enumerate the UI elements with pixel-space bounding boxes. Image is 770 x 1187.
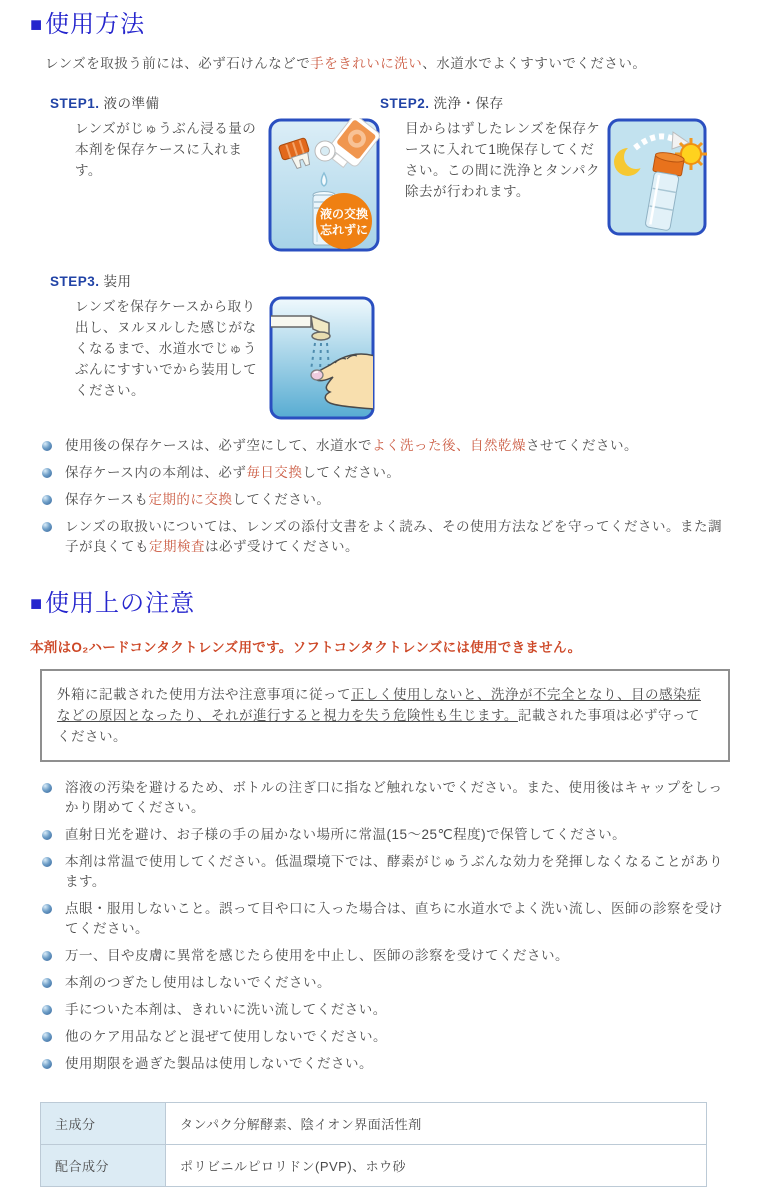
note-item: 溶液の汚染を避けるため、ボトルの注ぎ口に指など触れないでください。また、使用後はキャップをしっかり閉めてください。 xyxy=(40,778,725,818)
note-item: 直射日光を避け、お子様の手の届かない場所に常温(15～25℃程度)で保管してください。 xyxy=(40,825,725,845)
step1-section xyxy=(30,92,380,252)
bullet-icon xyxy=(42,783,52,793)
ingredients-table xyxy=(40,1102,707,1187)
step3-text: レンズを保存ケースから取り出し、ヌルヌルした感じがなくなるまで、水道水でじゅうぶんにすすいでから装用してください。 xyxy=(75,299,258,398)
note-item: レンズの取扱いについては、レンズの添付文書をよく読み、その使用方法などを守ってください。また調子が良くても定期検査は必ず受けてください。 xyxy=(40,517,725,557)
caution-title-text: 使用上の注意 xyxy=(45,590,196,617)
usage-notes-list xyxy=(40,436,725,557)
ingredient-label: 主成分 xyxy=(41,1103,166,1145)
step2-text: 目からはずしたレンズを保存ケースに入れて1晩保存してください。この間に洗浄とタンパク除去が行われます。 xyxy=(405,121,601,199)
section-marker-icon: ■ xyxy=(30,14,44,36)
step1-title: 液の準備 xyxy=(103,96,160,111)
bullet-icon xyxy=(42,468,52,478)
note-item: 本剤のつぎたし使用はしないでください。 xyxy=(40,973,725,993)
step1-label: STEP1. xyxy=(50,96,100,111)
note-item: 使用期限を過ぎた製品は使用しないでください。 xyxy=(40,1054,725,1074)
step2-section xyxy=(380,92,740,236)
bullet-icon xyxy=(42,978,52,988)
badge xyxy=(316,193,372,249)
step1-heading xyxy=(50,92,380,112)
step2-heading xyxy=(380,92,740,112)
ingredient-value: ポリビニルピロリドン(PVP)、ホウ砂 xyxy=(166,1145,707,1187)
note-item: 保存ケースも定期的に交換してください。 xyxy=(40,490,725,510)
step2-illustration xyxy=(607,118,707,236)
step3-illustration xyxy=(269,296,375,420)
step2-label: STEP2. xyxy=(380,96,430,111)
note-item: 本剤は常温で使用してください。低温環境下では、酵素がじゅうぶんな効力を発揮しなくなることがあります。 xyxy=(40,852,725,892)
bullet-icon xyxy=(42,1032,52,1042)
bullet-icon xyxy=(42,904,52,914)
step3-heading xyxy=(50,270,380,290)
bullet-icon xyxy=(42,441,52,451)
step3-section xyxy=(30,270,380,420)
usage-title-text: 使用方法 xyxy=(45,11,146,38)
usage-intro: レンズを取扱う前には、必ず石けんなどで手をきれいに洗い、水道水でよくすすいでください。 xyxy=(45,56,647,71)
bullet-icon xyxy=(42,495,52,505)
bottle-cap-icon xyxy=(315,141,335,161)
bullet-icon xyxy=(42,522,52,532)
ingredient-value: タンパク分解酵素、陰イオン界面活性剤 xyxy=(166,1103,707,1145)
step2-title: 洗浄・保存 xyxy=(433,96,504,111)
drop-icon xyxy=(321,173,326,186)
step1-illustration xyxy=(268,118,380,252)
note-item: 手についた本剤は、きれいに洗い流してください。 xyxy=(40,1000,725,1020)
table-row xyxy=(41,1145,707,1187)
usage-section-title xyxy=(30,10,740,41)
section-marker-icon: ■ xyxy=(30,593,44,615)
note-item: 保存ケース内の本剤は、必ず毎日交換してください。 xyxy=(40,463,725,483)
caution-lead: 本剤はO₂ハードコンタクトレンズ用です。ソフトコンタクトレンズには使用できません。 xyxy=(30,640,582,655)
note-item: 他のケア用品などと混ぜて使用しないでください。 xyxy=(40,1027,725,1047)
bullet-icon xyxy=(42,1005,52,1015)
note-item: 点眼・服用しないこと。誤って目や口に入った場合は、直ちに水道水でよく洗い流し、医師の診察を受けてください。 xyxy=(40,899,725,939)
bullet-icon xyxy=(42,951,52,961)
ingredient-label: 配合成分 xyxy=(41,1145,166,1187)
caution-section-title xyxy=(30,589,740,620)
steps-row-1 xyxy=(30,92,740,252)
badge-line-2: 忘れずに xyxy=(319,223,369,237)
step3-label: STEP3. xyxy=(50,274,100,289)
note-item: 万一、目や皮膚に異常を感じたら使用を中止し、医師の診察を受けてください。 xyxy=(40,946,725,966)
caution-notes-list xyxy=(40,778,725,1074)
table-row xyxy=(41,1103,707,1145)
note-item: 使用後の保存ケースは、必ず空にして、水道水でよく洗った後、自然乾燥させてください。 xyxy=(40,436,725,456)
bullet-icon xyxy=(42,830,52,840)
steps-row-2 xyxy=(30,270,740,420)
warning-box: 外箱に記載された使用方法や注意事項に従って正しく使用しないと、洗浄が不完全となり、目の感染症などの原因となったり、それが進行すると視力を失う危険性も生じます。記載された事項は必ず守ってください。 xyxy=(40,669,730,762)
bullet-icon xyxy=(42,857,52,867)
step3-title: 装用 xyxy=(103,274,132,289)
badge-line-1: 液の交換 xyxy=(319,207,369,221)
step1-text: レンズがじゅうぶん浸る量の本剤を保存ケースに入れます。 xyxy=(75,121,257,178)
bullet-icon xyxy=(42,1059,52,1069)
